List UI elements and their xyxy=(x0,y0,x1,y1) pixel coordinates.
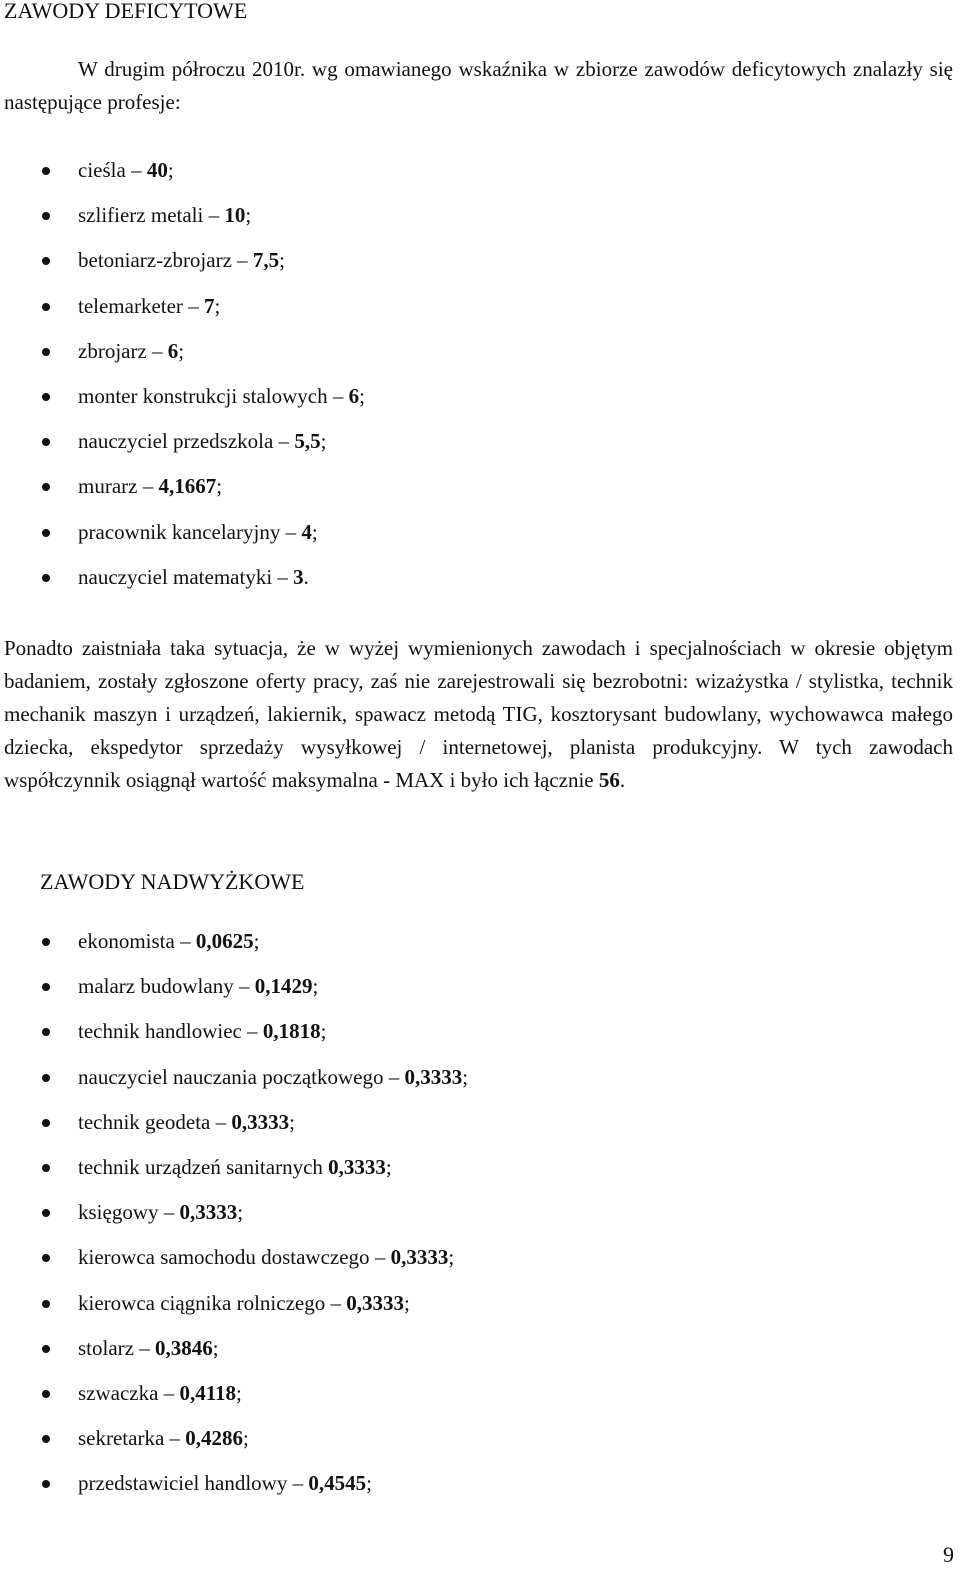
item-name: technik geodeta xyxy=(78,1109,211,1134)
item-end: ; xyxy=(212,1335,219,1360)
deficit-list xyxy=(40,153,365,605)
surplus-item xyxy=(40,969,468,1014)
mid-count: 56 xyxy=(598,768,620,792)
item-name: przedstawiciel handlowy xyxy=(78,1471,288,1496)
bullet-icon xyxy=(42,393,50,401)
item-value: 7 xyxy=(203,293,215,318)
item-separator: – xyxy=(280,519,302,544)
deficit-item xyxy=(40,560,365,605)
surplus-list xyxy=(40,924,468,1511)
item-value: 0,4545 xyxy=(308,1471,367,1496)
item-end: ; xyxy=(462,1064,469,1089)
item-value: 3 xyxy=(293,564,304,589)
item-end: ; xyxy=(214,293,221,318)
bullet-icon xyxy=(42,1028,50,1036)
item-separator: – xyxy=(146,338,168,363)
surplus-item xyxy=(40,1105,468,1150)
item-name: nauczyciel przedszkola xyxy=(78,429,274,454)
deficit-item xyxy=(40,243,365,288)
item-end: ; xyxy=(237,1200,244,1225)
item-separator: – xyxy=(210,1109,232,1134)
bullet-icon xyxy=(42,1300,50,1308)
surplus-item xyxy=(40,1421,468,1466)
deficit-item xyxy=(40,289,365,334)
deficit-item xyxy=(40,153,365,198)
bullet-icon xyxy=(42,1435,50,1443)
item-end: ; xyxy=(253,929,260,953)
item-end: ; xyxy=(289,1109,295,1134)
item-name: cieśla xyxy=(78,158,126,182)
mid-end: . xyxy=(619,768,626,792)
item-end: ; xyxy=(385,1154,392,1179)
item-value: 0,3333 xyxy=(404,1064,463,1089)
item-separator: – xyxy=(272,564,294,589)
deficit-item xyxy=(40,334,365,379)
item-name: pracownik kancelaryjny xyxy=(78,519,281,544)
item-separator: – xyxy=(325,1290,347,1315)
deficit-item xyxy=(40,515,365,560)
item-end: ; xyxy=(178,338,185,363)
bullet-icon xyxy=(42,212,50,220)
item-separator: – xyxy=(273,429,295,454)
item-end: ; xyxy=(312,974,319,999)
deficit-item xyxy=(40,469,365,514)
deficit-item xyxy=(40,198,365,243)
item-value: 40 xyxy=(146,158,168,182)
item-name: telemarketer xyxy=(78,293,183,318)
item-separator: – xyxy=(164,1426,186,1451)
surplus-item xyxy=(40,1060,468,1105)
item-end: ; xyxy=(448,1245,455,1270)
item-end: ; xyxy=(279,248,285,273)
item-name: betoniarz-zbrojarz xyxy=(78,248,232,273)
item-name: kierowca ciągnika rolniczego xyxy=(78,1290,326,1315)
bullet-icon xyxy=(42,1254,50,1262)
surplus-item xyxy=(40,1150,468,1195)
bullet-icon xyxy=(42,257,50,265)
deficit-item xyxy=(40,424,365,469)
item-separator: – xyxy=(182,293,204,318)
item-value: 5,5 xyxy=(294,429,321,454)
bullet-icon xyxy=(42,483,50,491)
bullet-icon xyxy=(42,983,50,991)
item-end: ; xyxy=(216,474,223,499)
page-number: 9 xyxy=(943,1542,954,1567)
item-separator: – xyxy=(133,1335,155,1360)
item-separator: – xyxy=(287,1471,309,1496)
mid-paragraph xyxy=(4,632,953,797)
item-value: 10 xyxy=(224,203,246,228)
item-value: 6 xyxy=(348,383,360,408)
bullet-icon xyxy=(42,167,50,175)
mid-paragraph-text: Ponadto zaistniała taka sytuacja, że w wyżej wymienionych zawodach i specjalnościach w okresie objętym badaniem, zostały zgłoszone oferty pracy, zaś nie zarejestrowali się bezrobotni: wizażystka / stylistka, technik mechanik maszyn i urządzeń, lakiernik, spawacz metodą TIG, kosztorysant budowlany, wychowawca małego dziecka, ekspedytor sprzedaży wysyłkowej / internetowej, planista produkcyjny. W tych zawodach współczynnik osiągnął wartość maksymalna - MAX i było ich łącznie xyxy=(4,636,953,792)
item-name: technik urządzeń sanitarnych xyxy=(78,1154,323,1179)
bullet-icon xyxy=(42,1164,50,1172)
item-separator: – xyxy=(125,158,147,182)
surplus-item xyxy=(40,1240,468,1285)
item-name: nauczyciel matematyki xyxy=(78,564,273,589)
item-value: 0,3333 xyxy=(231,1109,290,1134)
item-value: 0,3333 xyxy=(328,1154,386,1179)
item-separator: – xyxy=(233,974,255,999)
item-value: 4,1667 xyxy=(158,474,217,499)
item-end: ; xyxy=(320,429,327,454)
item-separator: – xyxy=(327,383,349,408)
bullet-icon xyxy=(42,438,50,446)
item-value: 0,1818 xyxy=(262,1019,321,1044)
item-value: 7,5 xyxy=(252,248,280,273)
bullet-icon xyxy=(42,348,50,356)
item-name: nauczyciel nauczania początkowego xyxy=(78,1064,384,1089)
item-name: szlifierz metali xyxy=(78,203,204,228)
item-name: murarz xyxy=(78,474,138,499)
item-name: księgowy xyxy=(78,1200,159,1225)
surplus-item xyxy=(40,1466,468,1511)
bullet-icon xyxy=(42,1480,50,1488)
item-end: ; xyxy=(366,1471,372,1496)
item-name: monter konstrukcji stalowych xyxy=(78,383,328,408)
item-name: kierowca samochodu dostawczego xyxy=(78,1245,370,1270)
item-end: ; xyxy=(359,383,365,408)
surplus-heading: ZAWODY NADWYŻKOWE xyxy=(40,869,305,894)
bullet-icon xyxy=(42,303,50,311)
item-value: 4 xyxy=(301,519,312,544)
item-name: zbrojarz xyxy=(78,338,147,363)
surplus-item xyxy=(40,1014,468,1059)
bullet-icon xyxy=(42,1119,50,1127)
surplus-item xyxy=(40,1376,468,1421)
bullet-icon xyxy=(42,1390,50,1398)
bullet-icon xyxy=(42,529,50,537)
bullet-icon xyxy=(42,1209,50,1217)
item-end: ; xyxy=(311,519,318,544)
item-separator: – xyxy=(383,1064,405,1089)
deficit-heading: ZAWODY DEFICYTOWE xyxy=(4,0,248,23)
item-value: 0,3333 xyxy=(390,1245,449,1270)
item-value: 6 xyxy=(167,338,179,363)
surplus-item xyxy=(40,1331,468,1376)
bullet-icon xyxy=(42,574,50,582)
item-name: szwaczka xyxy=(78,1380,159,1405)
item-separator: – xyxy=(158,1200,180,1225)
item-separator: – xyxy=(241,1019,263,1044)
item-value: 0,3846 xyxy=(154,1335,213,1360)
item-end: ; xyxy=(245,203,252,228)
deficit-item xyxy=(40,379,365,424)
item-separator: – xyxy=(203,203,225,228)
item-end: ; xyxy=(403,1290,410,1315)
item-value: 0,3333 xyxy=(346,1290,404,1315)
intro-paragraph: W drugim półroczu 2010r. wg omawianego wskaźnika w zbiorze zawodów deficytowych znalazły się następujące profesje: xyxy=(4,57,953,114)
item-name: sekretarka xyxy=(78,1426,165,1451)
item-name: technik handlowiec xyxy=(78,1019,242,1044)
item-end: . xyxy=(303,564,309,589)
item-separator: – xyxy=(231,248,253,273)
surplus-item xyxy=(40,1286,468,1331)
item-end: ; xyxy=(320,1019,327,1044)
bullet-icon xyxy=(42,1345,50,1353)
surplus-item xyxy=(40,924,468,969)
item-end: ; xyxy=(243,1426,249,1451)
item-end: ; xyxy=(236,1380,242,1405)
item-end: ; xyxy=(167,158,174,182)
item-value: 0,4118 xyxy=(179,1380,237,1405)
item-name: ekonomista xyxy=(78,929,175,953)
item-name: stolarz xyxy=(78,1335,134,1360)
item-value: 0,3333 xyxy=(179,1200,238,1225)
item-value: 0,1429 xyxy=(254,974,313,999)
item-separator: – xyxy=(174,929,196,953)
surplus-item xyxy=(40,1195,468,1240)
bullet-icon xyxy=(42,938,50,946)
item-value: 0,0625 xyxy=(195,929,254,953)
item-value: 0,4286 xyxy=(185,1426,244,1451)
item-separator: – xyxy=(137,474,159,499)
item-separator: – xyxy=(369,1245,391,1270)
bullet-icon xyxy=(42,1074,50,1082)
item-name: malarz budowlany xyxy=(78,974,234,999)
item-separator: – xyxy=(158,1380,180,1405)
